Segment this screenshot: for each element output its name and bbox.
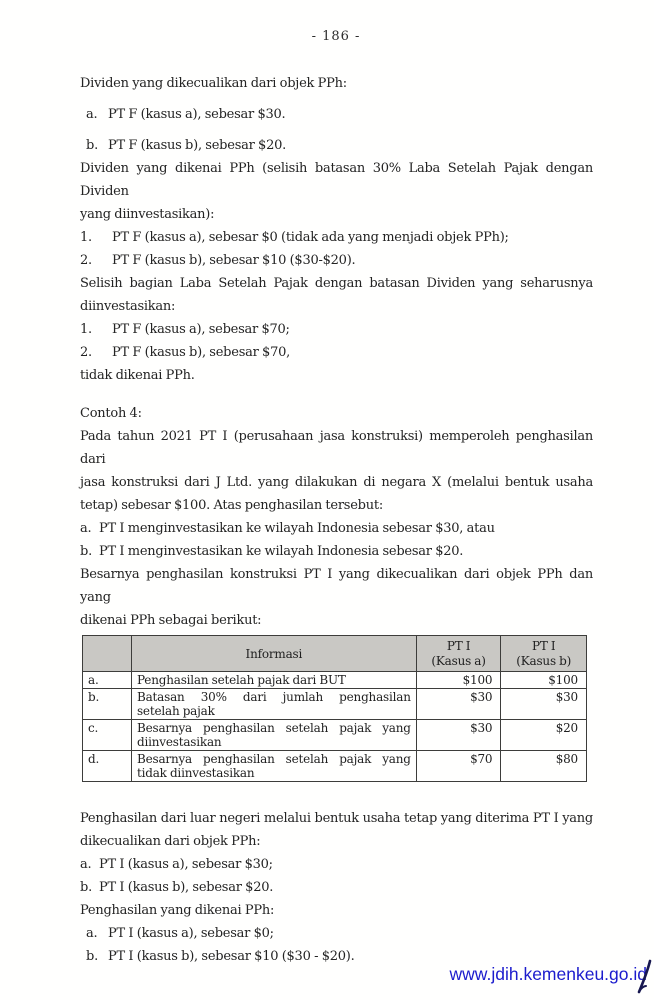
list-item-text: PT I (kasus b), sebesar $10 ($30 - $20).: [108, 949, 355, 964]
cell-letter: a.: [83, 672, 132, 689]
table-row: [83, 751, 587, 782]
list-item-text: PT F (kasus b), sebesar $70,: [112, 345, 291, 360]
table-row: [83, 672, 587, 689]
header-line: PT I: [531, 639, 556, 653]
cell-kasus-a: $70: [416, 751, 501, 782]
cell-line: diinvestasikan: [136, 735, 222, 749]
list-marker: a.: [86, 107, 98, 122]
cell-line: Penghasilan setelah pajak dari BUT: [136, 673, 346, 687]
list-item: [80, 517, 593, 540]
list-item-text: PT I (kasus a), sebesar $30;: [99, 857, 273, 872]
table-lead-paragraph: [80, 563, 593, 632]
list-item: [80, 922, 593, 945]
dividen-taxed-list: [80, 226, 593, 272]
post-table-paragraph: [80, 807, 593, 853]
contoh4-paragraph: [80, 425, 593, 517]
paragraph-line: dikenai PPh sebagai berikut:: [80, 613, 262, 628]
footer-url: www.jdih.kemenkeu.go.id: [449, 964, 647, 984]
list-item-text: PT I (kasus b), sebesar $20.: [99, 880, 274, 895]
list-item: [80, 134, 593, 157]
selisih-outro: tidak dikenai PPh.: [80, 368, 195, 383]
dikenai-intro: Penghasilan yang dikenai PPh:: [80, 903, 275, 918]
list-marker: b.: [80, 880, 92, 895]
cell-kasus-a: $100: [416, 672, 501, 689]
cell-line: setelah pajak: [136, 704, 215, 718]
contoh4-table: [82, 635, 587, 782]
dividen-excluded-list: [80, 103, 593, 157]
cell-informasi: [131, 689, 416, 720]
header-line: (Kasus b): [516, 654, 572, 668]
paragraph-line: tetap) sebesar $100. Atas penghasilan tersebut:: [80, 498, 383, 513]
paragraph-line: jasa konstruksi dari J Ltd. yang dilakukan di negara X (melalui bentuk usaha: [80, 475, 593, 490]
cell-kasus-b: $20: [501, 720, 587, 751]
paragraph-line: Penghasilan dari luar negeri melalui bentuk usaha tetap yang diterima PT I yang: [80, 811, 593, 826]
paragraph-line: Pada tahun 2021 PT I (perusahaan jasa konstruksi) memperoleh penghasilan dari: [80, 429, 593, 467]
list-item: [80, 876, 593, 899]
list-item-text: PT I menginvestasikan ke wilayah Indonesia sebesar $30, atau: [99, 521, 495, 536]
selisih-intro: [80, 272, 593, 318]
cell-informasi: [131, 751, 416, 782]
list-marker: a.: [86, 926, 98, 941]
list-marker: b.: [86, 138, 98, 153]
list-marker: b.: [86, 949, 98, 964]
cell-letter: c.: [83, 720, 132, 751]
cell-line: Batasan 30% dari jumlah penghasilan: [136, 690, 411, 704]
header-cell-kasus-a: [416, 636, 501, 672]
cell-letter: d.: [83, 751, 132, 782]
document-body: [80, 72, 593, 968]
post-table-list: [80, 853, 593, 899]
cell-kasus-a: $30: [416, 720, 501, 751]
list-item-text: PT F (kasus a), sebesar $30.: [108, 107, 286, 122]
cell-line: Besarnya penghasilan setelah pajak yang: [136, 721, 411, 735]
list-item-text: PT I (kasus a), sebesar $0;: [108, 926, 274, 941]
pen-mark-icon: [634, 958, 654, 996]
list-marker: b.: [80, 544, 92, 559]
cell-line: tidak diinvestasikan: [136, 766, 255, 780]
dividen-excluded-intro: Dividen yang dikecualikan dari objek PPh:: [80, 76, 347, 91]
table-row: [83, 720, 587, 751]
list-item: [80, 853, 593, 876]
header-cell-kasus-b: [501, 636, 587, 672]
list-item: [80, 103, 593, 126]
paragraph-line: Selisih bagian Laba Setelah Pajak dengan batasan Dividen yang seharusnya: [80, 276, 593, 291]
list-item-text: PT I menginvestasikan ke wilayah Indonesia sebesar $20.: [99, 544, 464, 559]
dividen-taxed-intro: [80, 157, 593, 226]
cell-informasi: [131, 720, 416, 751]
list-marker: 1.: [80, 230, 92, 245]
list-item: [80, 540, 593, 563]
header-cell-no: [83, 636, 132, 672]
paragraph-line: Besarnya penghasilan konstruksi PT I yang dikecualikan dari objek PPh dan yang: [80, 567, 593, 605]
header-cell-informasi: Informasi: [131, 636, 416, 672]
selisih-list: [80, 318, 593, 364]
cell-informasi: [131, 672, 416, 689]
list-item: [80, 226, 593, 249]
cell-line: Besarnya penghasilan setelah pajak yang: [136, 752, 411, 766]
paragraph-line: diinvestasikan:: [80, 299, 176, 314]
list-item-text: PT F (kasus a), sebesar $70;: [112, 322, 290, 337]
list-marker: a.: [80, 521, 92, 536]
table-row: [83, 689, 587, 720]
list-item-text: PT F (kasus b), sebesar $20.: [108, 138, 287, 153]
table-header-row: [83, 636, 587, 672]
list-marker: a.: [80, 857, 92, 872]
cell-kasus-b: $80: [501, 751, 587, 782]
header-line: (Kasus a): [431, 654, 486, 668]
page-number: - 186 -: [311, 29, 361, 44]
list-marker: 2.: [80, 345, 92, 360]
paragraph-line: yang diinvestasikan):: [80, 207, 215, 222]
cell-kasus-b: $100: [501, 672, 587, 689]
list-item: [80, 249, 593, 272]
list-item: [80, 341, 593, 364]
cell-kasus-a: $30: [416, 689, 501, 720]
paragraph-line: Dividen yang dikenai PPh (selisih batasan 30% Laba Setelah Pajak dengan Dividen: [80, 161, 593, 199]
list-item-text: PT F (kasus b), sebesar $10 ($30-$20).: [112, 253, 356, 268]
contoh4-heading: Contoh 4:: [80, 406, 142, 421]
list-item: [80, 318, 593, 341]
dikenai-list: [80, 922, 593, 968]
list-item-text: PT F (kasus a), sebesar $0 (tidak ada yang menjadi objek PPh);: [112, 230, 509, 245]
list-marker: 2.: [80, 253, 92, 268]
contoh4-options: [80, 517, 593, 563]
list-marker: 1.: [80, 322, 92, 337]
paragraph-line: dikecualikan dari objek PPh:: [80, 834, 261, 849]
header-line: PT I: [446, 639, 471, 653]
cell-letter: b.: [83, 689, 132, 720]
cell-kasus-b: $30: [501, 689, 587, 720]
